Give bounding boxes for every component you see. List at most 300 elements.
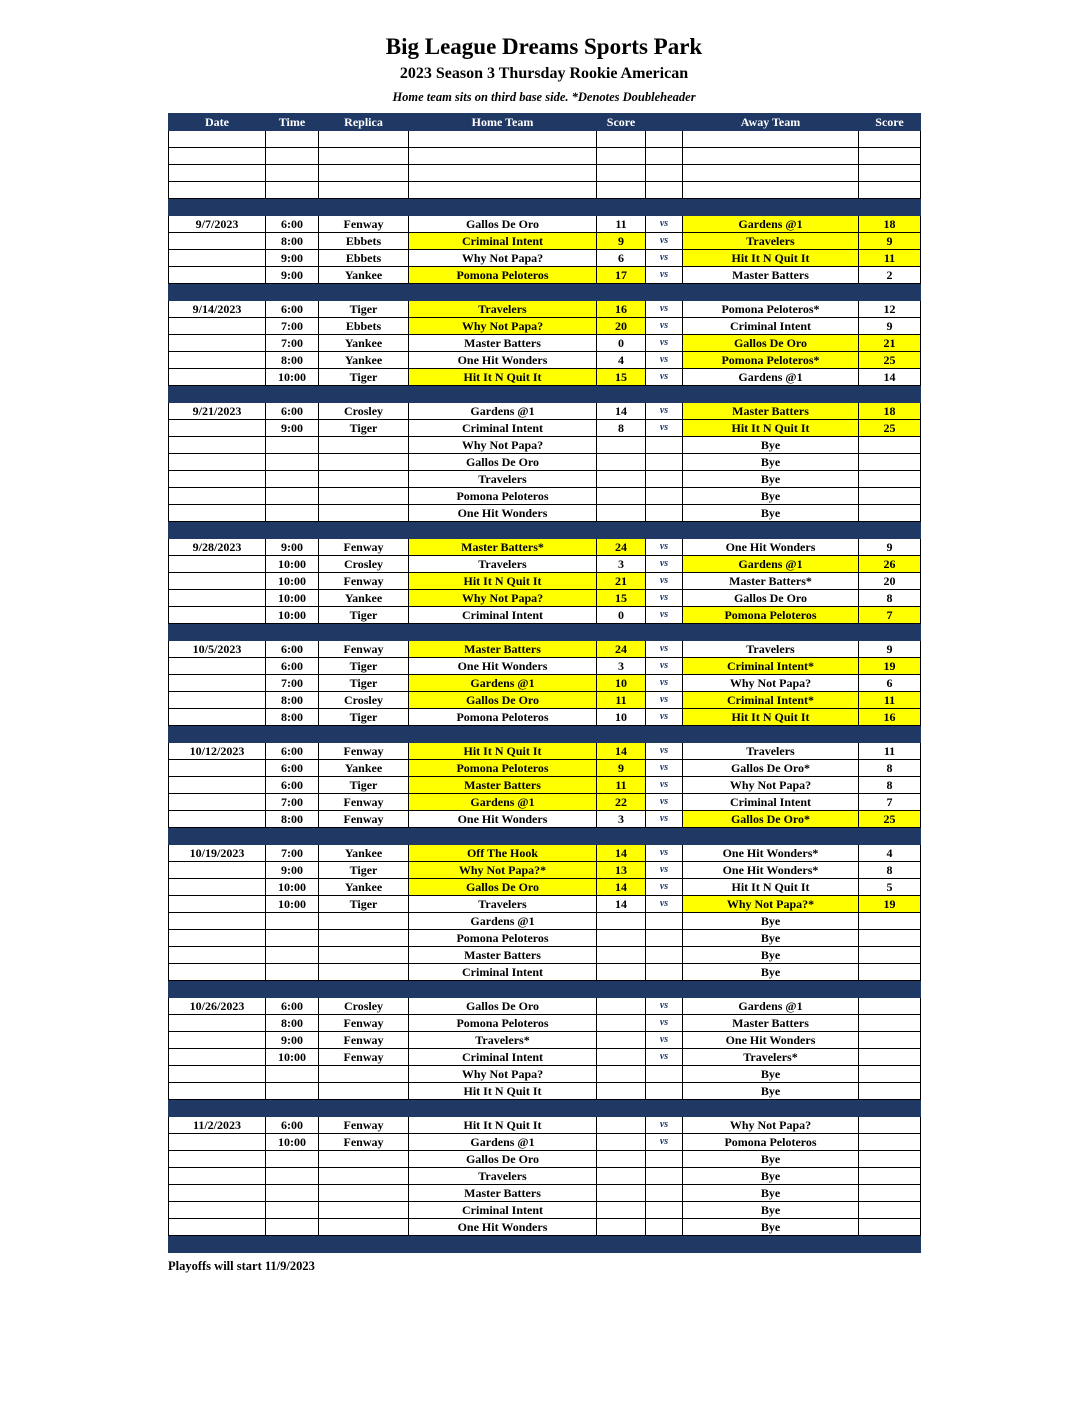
bye-row bbox=[169, 1168, 921, 1185]
date-cell: 10/26/2023 bbox=[169, 998, 266, 1015]
column-header: Score bbox=[859, 114, 921, 131]
time-cell bbox=[266, 488, 319, 505]
bye-row bbox=[169, 454, 921, 471]
date-cell bbox=[169, 131, 266, 148]
date-cell bbox=[169, 1185, 266, 1202]
game-row bbox=[169, 573, 921, 590]
replica-cell: Yankee bbox=[319, 352, 409, 369]
home-score-cell: 14 bbox=[597, 845, 646, 862]
time-cell: 8:00 bbox=[266, 811, 319, 828]
home-score-cell: 16 bbox=[597, 301, 646, 318]
away-team-cell: Pomona Peloteros* bbox=[683, 301, 859, 318]
replica-cell: Tiger bbox=[319, 862, 409, 879]
away-score-cell: 7 bbox=[859, 794, 921, 811]
game-row bbox=[169, 1015, 921, 1032]
replica-cell bbox=[319, 1151, 409, 1168]
game-row bbox=[169, 998, 921, 1015]
away-team-cell: Bye bbox=[683, 505, 859, 522]
vs-cell bbox=[646, 930, 683, 947]
away-score-cell: 9 bbox=[859, 539, 921, 556]
time-cell bbox=[266, 471, 319, 488]
date-cell bbox=[169, 488, 266, 505]
time-cell: 6:00 bbox=[266, 1117, 319, 1134]
away-score-cell: 4 bbox=[859, 845, 921, 862]
game-row bbox=[169, 658, 921, 675]
away-score-cell bbox=[859, 998, 921, 1015]
away-team-cell: Travelers bbox=[683, 233, 859, 250]
home-team-cell: Why Not Papa?* bbox=[409, 862, 597, 879]
away-score-cell: 11 bbox=[859, 743, 921, 760]
bye-row bbox=[169, 1083, 921, 1100]
home-team-cell: Why Not Papa? bbox=[409, 250, 597, 267]
home-score-cell: 10 bbox=[597, 709, 646, 726]
game-row bbox=[169, 675, 921, 692]
date-cell bbox=[169, 777, 266, 794]
home-team-cell: Why Not Papa? bbox=[409, 1066, 597, 1083]
date-cell: 9/28/2023 bbox=[169, 539, 266, 556]
game-row bbox=[169, 1049, 921, 1066]
time-cell bbox=[266, 1151, 319, 1168]
bye-row bbox=[169, 964, 921, 981]
time-cell: 6:00 bbox=[266, 743, 319, 760]
column-header: Home Team bbox=[409, 114, 597, 131]
home-team-cell bbox=[409, 148, 597, 165]
away-team-cell: Bye bbox=[683, 471, 859, 488]
schedule-table bbox=[168, 113, 921, 1253]
home-team-cell: Gallos De Oro bbox=[409, 692, 597, 709]
home-score-cell bbox=[597, 930, 646, 947]
game-row bbox=[169, 641, 921, 658]
time-cell: 7:00 bbox=[266, 845, 319, 862]
away-score-cell: 9 bbox=[859, 233, 921, 250]
vs-cell: vs bbox=[646, 675, 683, 692]
time-cell bbox=[266, 930, 319, 947]
vs-cell: vs bbox=[646, 845, 683, 862]
replica-cell: Crosley bbox=[319, 556, 409, 573]
replica-cell: Tiger bbox=[319, 709, 409, 726]
date-cell bbox=[169, 267, 266, 284]
separator-row bbox=[169, 726, 921, 743]
home-score-cell bbox=[597, 964, 646, 981]
away-team-cell: Gallos De Oro bbox=[683, 335, 859, 352]
game-row bbox=[169, 216, 921, 233]
home-team-cell: Criminal Intent bbox=[409, 1049, 597, 1066]
time-cell bbox=[266, 1185, 319, 1202]
home-score-cell: 8 bbox=[597, 420, 646, 437]
date-cell bbox=[169, 607, 266, 624]
replica-cell bbox=[319, 437, 409, 454]
bye-row bbox=[169, 1185, 921, 1202]
replica-cell bbox=[319, 930, 409, 947]
away-team-cell: Bye bbox=[683, 1083, 859, 1100]
replica-cell: Ebbets bbox=[319, 233, 409, 250]
vs-cell bbox=[646, 1083, 683, 1100]
home-team-cell: Criminal Intent bbox=[409, 1202, 597, 1219]
replica-cell: Tiger bbox=[319, 675, 409, 692]
home-team-cell: Pomona Peloteros bbox=[409, 760, 597, 777]
away-score-cell bbox=[859, 148, 921, 165]
home-score-cell: 0 bbox=[597, 335, 646, 352]
home-score-cell bbox=[597, 454, 646, 471]
away-team-cell: Bye bbox=[683, 437, 859, 454]
vs-cell: vs bbox=[646, 794, 683, 811]
home-score-cell bbox=[597, 165, 646, 182]
time-cell bbox=[266, 964, 319, 981]
date-cell bbox=[169, 760, 266, 777]
home-score-cell bbox=[597, 1168, 646, 1185]
time-cell: 9:00 bbox=[266, 539, 319, 556]
home-team-cell: Pomona Peloteros bbox=[409, 930, 597, 947]
date-cell bbox=[169, 471, 266, 488]
replica-cell: Crosley bbox=[319, 998, 409, 1015]
away-team-cell: Travelers bbox=[683, 641, 859, 658]
away-team-cell: Why Not Papa? bbox=[683, 675, 859, 692]
away-score-cell bbox=[859, 913, 921, 930]
game-row bbox=[169, 692, 921, 709]
replica-cell bbox=[319, 488, 409, 505]
home-score-cell bbox=[597, 1066, 646, 1083]
game-row bbox=[169, 1134, 921, 1151]
home-team-cell: Gallos De Oro bbox=[409, 879, 597, 896]
time-cell bbox=[266, 454, 319, 471]
home-team-cell: Off The Hook bbox=[409, 845, 597, 862]
column-header: Time bbox=[266, 114, 319, 131]
game-row bbox=[169, 403, 921, 420]
replica-cell bbox=[319, 1219, 409, 1236]
vs-cell bbox=[646, 165, 683, 182]
time-cell: 7:00 bbox=[266, 318, 319, 335]
vs-cell: vs bbox=[646, 250, 683, 267]
vs-cell: vs bbox=[646, 318, 683, 335]
vs-cell bbox=[646, 1202, 683, 1219]
bye-row bbox=[169, 930, 921, 947]
home-score-cell bbox=[597, 1083, 646, 1100]
away-score-cell bbox=[859, 437, 921, 454]
home-score-cell: 11 bbox=[597, 216, 646, 233]
home-score-cell bbox=[597, 913, 646, 930]
date-cell bbox=[169, 505, 266, 522]
vs-cell bbox=[646, 488, 683, 505]
time-cell: 10:00 bbox=[266, 590, 319, 607]
away-score-cell: 14 bbox=[859, 369, 921, 386]
home-score-cell: 20 bbox=[597, 318, 646, 335]
separator-row bbox=[169, 386, 921, 403]
away-score-cell bbox=[859, 964, 921, 981]
date-cell bbox=[169, 862, 266, 879]
game-row bbox=[169, 250, 921, 267]
game-row bbox=[169, 777, 921, 794]
column-header: Away Team bbox=[683, 114, 859, 131]
replica-cell: Tiger bbox=[319, 420, 409, 437]
away-team-cell: Why Not Papa?* bbox=[683, 896, 859, 913]
game-row bbox=[169, 301, 921, 318]
vs-cell: vs bbox=[646, 335, 683, 352]
away-score-cell bbox=[859, 488, 921, 505]
time-cell: 8:00 bbox=[266, 352, 319, 369]
away-team-cell: Hit It N Quit It bbox=[683, 709, 859, 726]
vs-cell: vs bbox=[646, 658, 683, 675]
away-team-cell: Pomona Peloteros bbox=[683, 607, 859, 624]
away-score-cell bbox=[859, 1168, 921, 1185]
replica-cell: Ebbets bbox=[319, 250, 409, 267]
away-team-cell: Master Batters bbox=[683, 403, 859, 420]
home-team-cell: Travelers* bbox=[409, 1032, 597, 1049]
home-team-cell: One Hit Wonders bbox=[409, 811, 597, 828]
away-team-cell: Bye bbox=[683, 1202, 859, 1219]
away-score-cell: 20 bbox=[859, 573, 921, 590]
home-score-cell bbox=[597, 998, 646, 1015]
away-team-cell: Gardens @1 bbox=[683, 998, 859, 1015]
home-team-cell: Gallos De Oro bbox=[409, 1151, 597, 1168]
replica-cell: Fenway bbox=[319, 573, 409, 590]
time-cell bbox=[266, 165, 319, 182]
bye-row bbox=[169, 1219, 921, 1236]
away-team-cell bbox=[683, 165, 859, 182]
away-score-cell: 6 bbox=[859, 675, 921, 692]
away-team-cell: Bye bbox=[683, 930, 859, 947]
game-row bbox=[169, 369, 921, 386]
away-team-cell: Gardens @1 bbox=[683, 556, 859, 573]
replica-cell: Tiger bbox=[319, 607, 409, 624]
date-cell bbox=[169, 250, 266, 267]
away-score-cell bbox=[859, 1032, 921, 1049]
separator-row bbox=[169, 828, 921, 845]
home-team-cell: Gardens @1 bbox=[409, 403, 597, 420]
vs-cell bbox=[646, 437, 683, 454]
away-team-cell: Hit It N Quit It bbox=[683, 879, 859, 896]
home-score-cell: 24 bbox=[597, 539, 646, 556]
time-cell: 7:00 bbox=[266, 794, 319, 811]
vs-cell: vs bbox=[646, 896, 683, 913]
time-cell: 6:00 bbox=[266, 658, 319, 675]
home-team-cell: Master Batters bbox=[409, 641, 597, 658]
separator-cell bbox=[169, 284, 921, 301]
time-cell bbox=[266, 437, 319, 454]
vs-cell: vs bbox=[646, 641, 683, 658]
separator-row bbox=[169, 284, 921, 301]
away-team-cell: Gallos De Oro* bbox=[683, 760, 859, 777]
vs-cell: vs bbox=[646, 811, 683, 828]
separator-row bbox=[169, 1100, 921, 1117]
separator-row bbox=[169, 981, 921, 998]
bye-row bbox=[169, 913, 921, 930]
away-team-cell: Criminal Intent* bbox=[683, 658, 859, 675]
date-cell bbox=[169, 148, 266, 165]
footer-note: Playoffs will start 11/9/2023 bbox=[168, 1259, 315, 1273]
away-team-cell: One Hit Wonders bbox=[683, 539, 859, 556]
vs-cell: vs bbox=[646, 692, 683, 709]
date-cell bbox=[169, 233, 266, 250]
replica-cell: Yankee bbox=[319, 267, 409, 284]
home-score-cell: 0 bbox=[597, 607, 646, 624]
vs-cell: vs bbox=[646, 777, 683, 794]
vs-cell bbox=[646, 913, 683, 930]
time-cell bbox=[266, 131, 319, 148]
date-cell bbox=[169, 556, 266, 573]
time-cell bbox=[266, 913, 319, 930]
date-cell bbox=[169, 692, 266, 709]
home-team-cell: Travelers bbox=[409, 301, 597, 318]
bye-row bbox=[169, 437, 921, 454]
time-cell: 7:00 bbox=[266, 335, 319, 352]
home-team-cell: Travelers bbox=[409, 471, 597, 488]
home-team-cell: One Hit Wonders bbox=[409, 658, 597, 675]
away-team-cell: Bye bbox=[683, 913, 859, 930]
vs-cell: vs bbox=[646, 1117, 683, 1134]
away-score-cell: 18 bbox=[859, 403, 921, 420]
home-score-cell bbox=[597, 1202, 646, 1219]
replica-cell: Tiger bbox=[319, 896, 409, 913]
home-score-cell: 14 bbox=[597, 403, 646, 420]
vs-cell: vs bbox=[646, 590, 683, 607]
column-header bbox=[646, 114, 683, 131]
home-team-cell: Travelers bbox=[409, 896, 597, 913]
time-cell: 8:00 bbox=[266, 709, 319, 726]
vs-cell: vs bbox=[646, 267, 683, 284]
separator-row bbox=[169, 624, 921, 641]
home-score-cell bbox=[597, 437, 646, 454]
date-cell bbox=[169, 1066, 266, 1083]
time-cell: 9:00 bbox=[266, 420, 319, 437]
date-cell bbox=[169, 318, 266, 335]
game-row bbox=[169, 794, 921, 811]
date-cell bbox=[169, 1134, 266, 1151]
vs-cell: vs bbox=[646, 743, 683, 760]
vs-cell bbox=[646, 148, 683, 165]
vs-cell: vs bbox=[646, 369, 683, 386]
replica-cell: Yankee bbox=[319, 879, 409, 896]
time-cell: 6:00 bbox=[266, 998, 319, 1015]
away-team-cell: Bye bbox=[683, 947, 859, 964]
away-score-cell: 19 bbox=[859, 896, 921, 913]
date-cell bbox=[169, 947, 266, 964]
home-score-cell: 9 bbox=[597, 233, 646, 250]
away-score-cell bbox=[859, 1049, 921, 1066]
away-team-cell: Criminal Intent bbox=[683, 318, 859, 335]
vs-cell: vs bbox=[646, 1049, 683, 1066]
home-score-cell bbox=[597, 505, 646, 522]
time-cell: 7:00 bbox=[266, 675, 319, 692]
away-team-cell bbox=[683, 131, 859, 148]
away-score-cell bbox=[859, 1134, 921, 1151]
time-cell bbox=[266, 1219, 319, 1236]
home-score-cell bbox=[597, 1049, 646, 1066]
home-team-cell: Pomona Peloteros bbox=[409, 1015, 597, 1032]
vs-cell bbox=[646, 1066, 683, 1083]
date-cell bbox=[169, 335, 266, 352]
home-team-cell: Hit It N Quit It bbox=[409, 1117, 597, 1134]
away-score-cell bbox=[859, 1117, 921, 1134]
home-team-cell: Gallos De Oro bbox=[409, 216, 597, 233]
vs-cell: vs bbox=[646, 709, 683, 726]
bye-row bbox=[169, 505, 921, 522]
home-team-cell: Criminal Intent bbox=[409, 420, 597, 437]
date-cell bbox=[169, 1015, 266, 1032]
home-score-cell: 21 bbox=[597, 573, 646, 590]
date-cell bbox=[169, 1083, 266, 1100]
replica-cell bbox=[319, 947, 409, 964]
replica-cell: Fenway bbox=[319, 216, 409, 233]
home-score-cell bbox=[597, 471, 646, 488]
date-cell bbox=[169, 590, 266, 607]
home-team-cell: Gallos De Oro bbox=[409, 998, 597, 1015]
bye-row bbox=[169, 1066, 921, 1083]
replica-cell: Fenway bbox=[319, 1015, 409, 1032]
home-team-cell: Gardens @1 bbox=[409, 913, 597, 930]
date-cell: 10/12/2023 bbox=[169, 743, 266, 760]
away-score-cell bbox=[859, 1185, 921, 1202]
away-team-cell: Why Not Papa? bbox=[683, 777, 859, 794]
home-team-cell: Master Batters bbox=[409, 335, 597, 352]
time-cell bbox=[266, 182, 319, 199]
vs-cell: vs bbox=[646, 607, 683, 624]
date-cell bbox=[169, 811, 266, 828]
date-cell bbox=[169, 182, 266, 199]
bye-row bbox=[169, 471, 921, 488]
away-team-cell: Master Batters bbox=[683, 267, 859, 284]
game-row bbox=[169, 590, 921, 607]
home-team-cell: Gardens @1 bbox=[409, 1134, 597, 1151]
time-cell: 10:00 bbox=[266, 556, 319, 573]
home-team-cell: Hit It N Quit It bbox=[409, 369, 597, 386]
date-cell: 11/2/2023 bbox=[169, 1117, 266, 1134]
away-team-cell bbox=[683, 182, 859, 199]
home-team-cell bbox=[409, 182, 597, 199]
home-team-cell: Criminal Intent bbox=[409, 233, 597, 250]
replica-cell: Tiger bbox=[319, 369, 409, 386]
time-cell bbox=[266, 1202, 319, 1219]
away-team-cell: Criminal Intent bbox=[683, 794, 859, 811]
away-team-cell: Criminal Intent* bbox=[683, 692, 859, 709]
separator-row bbox=[169, 1236, 921, 1253]
home-team-cell: Gardens @1 bbox=[409, 675, 597, 692]
time-cell: 9:00 bbox=[266, 250, 319, 267]
home-score-cell bbox=[597, 488, 646, 505]
bye-row bbox=[169, 488, 921, 505]
away-score-cell bbox=[859, 1219, 921, 1236]
home-team-cell: Why Not Papa? bbox=[409, 318, 597, 335]
page-subtitle: 2023 Season 3 Thursday Rookie American bbox=[399, 65, 689, 82]
replica-cell bbox=[319, 1168, 409, 1185]
separator-cell bbox=[169, 828, 921, 845]
away-team-cell: Gardens @1 bbox=[683, 216, 859, 233]
replica-cell bbox=[319, 471, 409, 488]
replica-cell: Fenway bbox=[319, 1049, 409, 1066]
replica-cell: Fenway bbox=[319, 539, 409, 556]
away-team-cell: Hit It N Quit It bbox=[683, 420, 859, 437]
vs-cell: vs bbox=[646, 352, 683, 369]
game-row bbox=[169, 318, 921, 335]
vs-cell: vs bbox=[646, 573, 683, 590]
vs-cell bbox=[646, 947, 683, 964]
date-cell bbox=[169, 675, 266, 692]
replica-cell bbox=[319, 1202, 409, 1219]
away-team-cell: Bye bbox=[683, 964, 859, 981]
replica-cell: Fenway bbox=[319, 1032, 409, 1049]
home-team-cell: Why Not Papa? bbox=[409, 437, 597, 454]
away-team-cell: Travelers bbox=[683, 743, 859, 760]
time-cell: 8:00 bbox=[266, 1015, 319, 1032]
away-team-cell: Gallos De Oro* bbox=[683, 811, 859, 828]
date-cell: 9/14/2023 bbox=[169, 301, 266, 318]
replica-cell: Crosley bbox=[319, 692, 409, 709]
away-team-cell: One Hit Wonders* bbox=[683, 845, 859, 862]
separator-row bbox=[169, 199, 921, 216]
time-cell: 6:00 bbox=[266, 641, 319, 658]
away-score-cell: 8 bbox=[859, 590, 921, 607]
away-team-cell: Bye bbox=[683, 1219, 859, 1236]
away-team-cell: Gardens @1 bbox=[683, 369, 859, 386]
